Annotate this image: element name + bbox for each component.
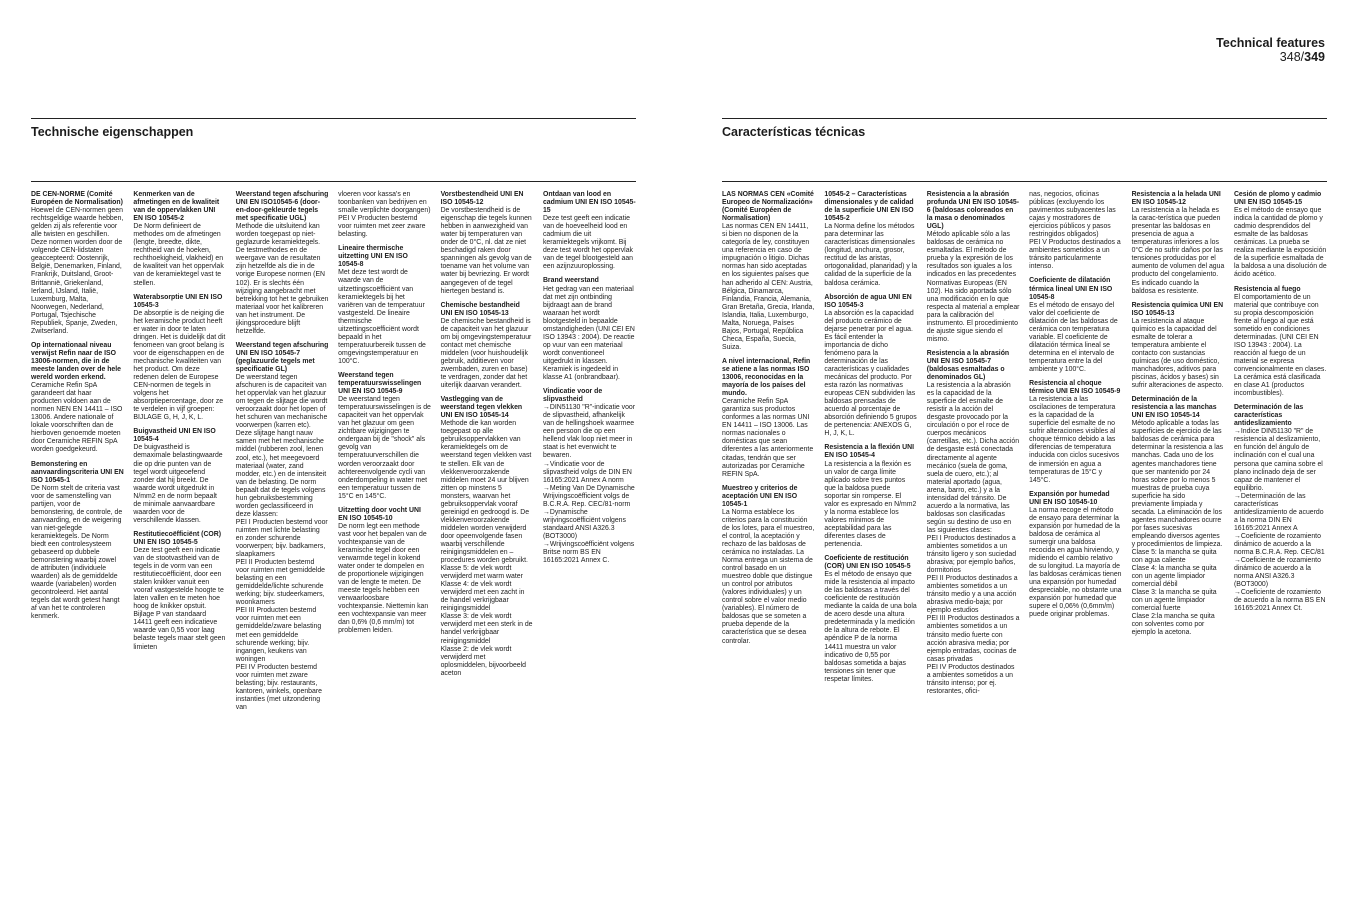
text-column (1132, 191, 1225, 702)
section-heading: Resistencia a la abrasión profunda UNI EN ISO 10545-6 (baldosas coloreados en la masa o denominados UGL) (926, 191, 1020, 231)
section-body: La norma recoge el método de ensayo para determinar la expansión por humedad de la baldosa de cerámica al sumergir una baldosa recocida en agua hirviendo, y midiendo el cambio relativo de su longitud. La mayoría de las baldosas cerámicas tienen una expansión por humedad despreciable, no obstante una expansión por humedad que supere el 0,06% (0,6mm/m) puede originar problemas. (1029, 506, 1122, 619)
spec-section (722, 485, 815, 646)
spec-section (1132, 396, 1225, 637)
section-body: La resistencia a las oscilaciones de temperatura es la capacidad de la superficie del esmalte de no sufrir alteraciones visibles al choque térmico debido a las diferencias de temperatura inducida con ciclos sucesivos de inmersión en agua a temperaturas de 15°C y 145°C. (1029, 396, 1120, 484)
text-column (722, 191, 815, 702)
section-heading: Uitzetting door vocht UNI EN ISO 10545-10 (338, 506, 421, 522)
spec-section (824, 294, 917, 439)
page-number (1216, 50, 1325, 64)
section-heading: Chemische bestandheid UNI EN ISO 10545-13 (440, 301, 520, 317)
section-body: Ceramiche Refin SpA garandeert dat haar producten voldoen aan de normen NEN EN 14411 – ISO 13006. Andere nationale of lokale voorschriften dan de hierboven genoemde moeten door Ceramiche REFIN SpA worden goedgekeurd. (31, 382, 123, 454)
spec-section (133, 294, 226, 423)
spec-section (133, 428, 226, 525)
section-heading: Op internationaal niveau verwijst Refin naar de ISO 13006-normen, die in de meeste landen over de hele wereld worden erkend. (31, 341, 121, 382)
section-heading: Lineaire thermische uitzetting UNI EN ISO 10545-8 (338, 245, 408, 269)
section-body: Es el método de ensayo que mide la resistencia al impacto de las baldosas a través del coeficiente de restitución mediante la caída de una bola de acero desde una altura predeterminada y la medición de la altura de rebote. El apéndice P de la norma 14411 muestra un valor indicativo de 0,55 por baldosas sometida a bajas tensiones sin tener que respetar límites. (824, 571, 917, 683)
section-heading: Coeficiente de restitución (COR) UNI EN ISO 10545-5 (824, 555, 911, 571)
spec-section (338, 245, 431, 366)
section-heading: Vastlegging van de weerstand tegen vlekken UNI EN ISO 10545-14 (440, 396, 523, 420)
section-title: Technical features (1216, 36, 1325, 50)
section-body: Es el método de ensayo que indica la cantidad de plomo y cadmio desprendidos del esmalte de las baldosas cerámicas. La prueba se realiza mediante la exposición de la superficie esmaltada de la baldosa a una disolución de ácido acético. (1233, 207, 1327, 279)
section-body: De vorstbestendheid is de eigenschap die tegels kunnen hebben in aanwezigheid van water bij temperaturen van onder de 0°C, nl. dat ze niet beschadigd raken door spanningen als gevolg van de toename van het volume van water bij bevriezing. Er wordt aangegeven of de tegel hiertegen bestand is. (440, 207, 532, 295)
text-column (927, 191, 1020, 702)
section-heading: LAS NORMAS CEN «Comité Europeo de Normalización» (Comité Européen de Normalisation) (722, 191, 814, 223)
section-body: Método aplicable sólo a las baldosas de cerámica no esmaltadas. El método de prueba y la expresión de los resultados son iguales a los indicados en las precedentes Normativas Europeas (EN 102). Ha sido aportada sólo una modificación en lo que respecta al material a emplear para la calibración del instrumento. El procedimiento de ajuste sigue siendo el mismo. (926, 231, 1020, 343)
section-heading: A nivel internacional, Refin se atiene a las normas ISO 13006, reconocidas en la mayoría de los países del mundo. (722, 357, 811, 398)
spec-section (236, 191, 329, 336)
section-body: Método aplicable a todas las superficies de ejercicio de las baldosas de cerámica para determinar la resistencia a las manchas. Cada uno de los agentes manchadores tiene que ser mantenido por 24 horas sobre por lo menos 5 muestras de prueba cuya superficie ha sido previamente limpiada y secada. La eliminación de los agentes manchadores ocurre por fases sucesivas empleando diversos agentes y procedimientos de limpieza. Clase 5: la mancha se quita con agua caliente Clase 4: la mancha se quita con un agente limpiador comercial débil Clase 3: la mancha se quita con un agente limpiador comercial fuerte Clase 2:la mancha se quita con solventes como por ejemplo la acetona. (1131, 420, 1224, 637)
section-body: Deze test geeft een indicatie van de stootvastheid van de tegels in de vorm van een restitutiecoëfficiënt, door een stalen knikker vanuit een vooraf vastgestelde hoogte te laten vallen en te meten hoe hoog de knikker opstuit. Bijlage P van standaard 14411 geeft een indicatieve waarde van 0,55 voor laag belaste tegels maar stelt geen limieten (133, 546, 226, 651)
section-body: De norm legt een methode vast voor het bepalen van de vochtexpansie van de keramische tegel door een verwarmde tegel in kokend water onder te dompelen en de proportionele wijzigingen van de lengte te meten. De meeste tegels hebben een verwaarloosbare vochtexpansie. Niettemin kan een vochtexpansie van meer dan 0,6% (0,6 mm/m) tot problemen leiden. (338, 522, 429, 635)
text-column (133, 191, 226, 718)
section-heading: DE CEN-NORME (Comité Européen de Normalisation) (31, 191, 123, 207)
page-number-prefix: 348/ (1279, 50, 1305, 64)
column-rule (722, 181, 1327, 182)
page-spanish (722, 118, 1327, 702)
section-body: La resistencia a la flexión es un valor de carga límite aplicado sobre tres puntos que la baldosa puede soportar sin romperse. El valor es expresado en N/mm2 y la norma establece los valores mínimos de aceptabilidad para las diferentes clases de pertenencia. (824, 460, 917, 548)
spec-section (338, 507, 431, 636)
section-heading: 10545-2 – Características dimensionales y de calidad de la superficie UNI EN ISO 10545-2 (824, 191, 914, 223)
section-body: Las normas CEN EN 14411, si bien no disponen de la categoría de ley, constituyen una referencia en caso de impugnación o litigio. Dichas normas han sido aceptadas en los siguientes países que han adherido al CEN: Austria, Bélgica, Dinamarca, Finlandia, Francia, Alemania, Gran Bretaña, Grecia, Irlanda, Islandia, Italia, Luxemburgo, Malta, Noruega, Países Bajos, Portugal, República Checa, España, Suecia, Suiza. (722, 223, 815, 351)
section-body: De Norm definieert de methodes om de afmetingen (lengte, breedte, dikte, rechtheid van de hoeken, rechthoekigheid, vlakheid) en de kwaliteit van het oppervlak van de keramiektegel vast te stellen. (133, 223, 224, 287)
spec-section (1234, 404, 1327, 613)
page-dutch (31, 118, 636, 718)
text-column (824, 191, 917, 702)
section-body: La absorción es la capacidad del producto cerámico de dejarse penetrar por el agua. Es fácil entender la importancia de dicho fenómeno para la determinación de las características y cualidades mecánicas del producto. Por esta razón las normativas europeas CEN subdividen las baldosas prensadas de acuerdo al porcentaje de absorción definiendo 5 grupos de pertenencia: ANEXOS G, H, J, K, L. (824, 309, 917, 438)
spec-section (927, 350, 1020, 696)
section-heading: Resistencia a la flexión UNI EN ISO 10545-4 (824, 444, 915, 460)
section-body: De weerstand tegen afschuren is de capaciteit van het oppervlak van het glazuur om tegen de slijtage die wordt veroorzaakt door het lopen of het schuren van mechanische voorwerpen (karren etc). Deze slijtage hangt nauw samen met het mechanische middel (rubberen zool, lenen zool, etc.), het meegevoerd materiaal (water, zand modder, etc.) en de intensiteit van de belasting. De norm bepaalt dat de tegels volgens hun gebruiksbestemming worden geclassificeerd in deze klassen: PEI I Producten bestemd voor ruimten met lichte belasting en zonder schurende voorwerpen; bijv. badkamers, slaapkamers PEI II Producten bestemd voor ruimten met gemiddelde belasting en een gemiddelde/lichte schurende werking; bijv. studeerkamers, woonkamers PEI III Producten bestemd voor ruimten met een gemiddelde/zware belasting met een gemiddelde schurende werking; bijv. ingangen, keukens van woningen PEI IV Producten bestemd voor ruimten met zware belasting; bijv. restaurants, kantoren, winkels, openbare instanties (met uitzondering van (235, 374, 328, 711)
section-body: La Norma establece los criterios para la constitución de los lotes, para el muestreo, el control, la aceptación y rechazo de las baldosas de cerámica no instaladas. La Norma entrega un sistema de control basado en un muestreo doble que distingue un control por atributos (valores individuales) y un control sobre el valor medio (variables). El número de baldosas que se someten a prueba depende de la característica que se desea controlar. (722, 508, 815, 645)
spec-section (338, 372, 431, 501)
page-header (1216, 36, 1325, 64)
section-heading: Resistencia química UNI EN ISO 10545-13 (1131, 301, 1224, 317)
text-column (31, 191, 124, 718)
section-heading: Vorstbestendheid UNI EN ISO 10545-12 (440, 191, 524, 207)
section-body: →DIN51130 "R"-indicatie voor de slipvastheid, afhankelijk van de hellingshoek waarmee een persoon die op een hellend vlak loop niet meer in staat is het evenwicht te bewaren. →Vindicatie voor de slipvastheid volgs de DIN EN 16165:2021 Annex A norm →Meting Van De Dynamische Wrijvingscoëfficient volgs de B.C.R.A. Rep. CEC/81-norm →Dynamische wrijvingscoëfficiënt volgens standaard ANSI A326.3 (BOT3000) →Wrijvingscoëfficiënt volgens Britse norm BS EN 16165:2021 Annex C. (542, 404, 636, 565)
text-column (1234, 191, 1327, 702)
spec-section (31, 461, 124, 622)
section-heading: Brand weerstand (542, 277, 599, 285)
section-body: Ceramiche Refin SpA garantiza sus productos conformes a las normas UNI EN 14411 – ISO 13006. Las normas nacionales o domésticas que sean diferentes a las anteriormente citadas, tendrán que ser autorizadas por Ceramiche REFIN SpA. (722, 398, 814, 478)
section-heading: Weerstand tegen temperatuurswisselingen UNI EN ISO 10545-9 (338, 371, 422, 396)
spec-section (236, 342, 329, 712)
spec-section (543, 277, 636, 382)
top-rule (722, 118, 1327, 119)
section-body: nas, negocios, oficinas públicas (excluyendo los pavimentos subyacentes las cajas y mostradores de ejercicios públicos y pasos restringidos obligados) PEI V Productos destinados a ambientes sometidos a un tránsito particularmente intenso. (1029, 191, 1121, 271)
section-heading: Determinación de las características antideslizamiento (1233, 404, 1304, 428)
top-rule (31, 118, 636, 119)
spec-section (824, 444, 917, 549)
spec-section (133, 191, 226, 288)
section-heading: Cesión de plomo y cadmio UNI EN ISO 10545-15 (1233, 191, 1322, 207)
text-columns (722, 191, 1327, 702)
section-body: Es el método de ensayo del valor del coeficiente de dilatación de las baldosas de cerámica con temperatura variable. El coeficiente de dilatación térmica lineal se determina en el intervalo de temperatura entre la del ambiente y 100°C. (1029, 301, 1118, 373)
section-body: De chemische bestandheid is de capaciteit van het glazuur om bij omgevingstemperatuur contact met chemische middelen (voor huishoudelijk gebruik, additieven voor zwembaden, zuren en base) te verdragen, zonder dat het uiterlijk daarvan verandert. (440, 317, 532, 390)
section-body: Methode die uitsluitend kan worden toegepast op niet-geglazurde keramiektegels. De testmethodes en de weergave van de resultaten zijn hetzelfde als die in de vorige Europese normen (EN 102). Er is slechts één wijziging aangebracht met betrekking tot het te gebruiken materiaal voor het kalibreren van het instrument. De ijkingsprocedure blijft hetzelfde. (235, 223, 329, 335)
section-heading: Weerstand tegen afschuring UNI EN ISO 10545-7 (geglazuurde tegels met specificatie GL) (235, 341, 329, 373)
section-heading: Waterabsorptie UNI EN ISO 10545-3 (133, 293, 223, 309)
spec-section (31, 191, 124, 336)
spec-section (1132, 302, 1225, 391)
page-title-spanish: Características técnicas (722, 125, 866, 139)
spec-section (824, 555, 917, 684)
section-body: vloeren voor kassa's en toonbanken van bedrijven en smalle verplichte doorgangen) PEI V Producten bestemd voor ruimten met zeer zware belasting. (338, 191, 431, 239)
section-body: Methode die kan worden toegepast op alle gebruiksoppervlakken van keramiektegels om de weerstand tegen vlekken vast te stellen. Elk van de vlekkenveroorzakende middelen moet 24 uur blijven zitten op minstens 5 monsters, waarvan het gebruiksoppervlak vooraf gereinigd en gedroogd is. De vlekkenveroorzakende middelen worden verwijderd door opeenvolgende fasen waarbij verschillende reinigingsmiddelen en –procedures worden gebruikt. Klasse 5: de vlek wordt verwijderd met warm water Klasse 4: de vlek wordt verwijderd met een zacht in de handel verkrijgbaar reinigingsmiddel Klasse 3: de vlek wordt verwijderd met een sterk in de handel verkrijgbaar reinigingsmiddel Klasse 2: de vlek wordt verwijderd met oplosmiddelen, bijvoorbeeld aceton (440, 420, 533, 677)
text-column (236, 191, 329, 718)
section-body: La resistencia a la abrasión es la capacidad de la superficie del esmalte de resistir a la acción del desgaste provocado por la circulación o por el roce de cuerpos mecánicos (carretillas, etc.). Dicha acción de desgaste está conectada directamente al agente mecánico (suela de goma, suela de cuero, etc.); al material aportado (agua, arena, barro, etc.) y a la intensidad del tránsito. De acuerdo a la normativa, las baldosas son clasificadas según su destino de uso en las siguientes clases: PEI I Productos destinados a ambientes sometidos a un tránsito ligero y son suciedad abrasiva; por ejemplo baños, dormitorios PEI II Productos destinados a ambientes sometidos a un tránsito medio y a una acción abrasiva medio-baja; por ejemplo estudios PEI III Productos destinados a ambientes sometidos a un tránsito medio fuerte con acción abrasiva media; por ejemplo entradas, cocinas de casas privadas PEI IV Productos destinados a ambientes sometidos a un tránsito intenso; por ej. restorantes, ofici- (926, 382, 1020, 695)
spec-section (133, 531, 226, 652)
text-column (338, 191, 431, 718)
spec-section (31, 342, 124, 455)
section-body: Hoewel de CEN-normen geen rechtsgeldige waarde hebben, gelden zij als referentie voor alle twisten en geschillen. Deze normen worden door de volgende CEN-lidstaten geaccepteerd: Oostenrijk, België, Denemarken, Finland, Frankrijk, Duitsland, Groot- Brittannië, Griekenland, Ierland, IJsland, Italië, Luxemburg, Malta, Noorwegen, Nederland, Portugal, Tsjechische Republiek, Spanje, Zweden, Zwitserland. (31, 207, 124, 335)
spec-section (543, 191, 636, 271)
section-body: De absorptie is de neiging die het keramische product heeft er water in door te laten dringen. Het is duidelijk dat dit fenomeen van groot belang is voor de eigenschappen en de mechanische kwaliteiten van het product. Om deze redenen delen de Europese CEN-normen de tegels in volgens het absorptiepercentage, door ze te verdelen in vijf groepen: BIJLAGE G, H, J, K, L. (133, 309, 226, 422)
spec-section (1029, 491, 1122, 620)
section-body: Deze test geeft een indicatie van de hoeveelheid lood en cadmium die uit keramiektegels vrijkomt. Bij deze test wordt het oppervlak van de tegel blootgesteld aan een azijnzuuroplossing. (542, 215, 633, 271)
section-body: La Norma define los métodos para determinar las características dimensionales (longitud, anchura, grosor, rectitud de las aristas, ortogonalidad, planaridad) y la calidad de la superficie de la baldosa cerámica. (824, 223, 918, 287)
spec-section (927, 191, 1020, 344)
column-rule (31, 181, 636, 182)
text-column (441, 191, 534, 718)
spec-section (722, 358, 815, 479)
section-heading: Resistencia a la helada UNI EN ISO 10545-12 (1131, 191, 1221, 207)
section-heading: Resistencia al fuego (1233, 285, 1301, 293)
section-heading: Expansión por humedad UNI EN ISO 10545-10 (1029, 490, 1110, 506)
spec-section (1029, 191, 1122, 271)
text-columns (31, 191, 636, 718)
spec-section (824, 191, 917, 288)
section-heading: Muestreo y criterios de aceptación UNI EN ISO 10545-1 (722, 484, 798, 508)
spec-section (1029, 277, 1122, 374)
spec-section (338, 191, 431, 239)
spec-section (722, 191, 815, 352)
page-title-dutch: Technische eigenschappen (31, 125, 194, 139)
section-heading: Weerstand tegen afschuring UNI EN ISO10545-6 (door-en-door-gekleurde tegels met specificatie UGL) (235, 191, 329, 223)
section-heading: Coeficiente de dilatación térmica lineal UNI EN ISO 10545-8 (1029, 277, 1113, 301)
text-column (543, 191, 636, 718)
spec-section (1132, 191, 1225, 296)
spec-section (441, 396, 534, 678)
section-body: Het gedrag van een materiaal dat met zijn ontbinding bijdraagt aan de brand waaraan het wordt blootgesteld in bepaalde omstandigheden (UNI CEI EN ISO 13943 : 2004). De reactie op vuur van een materiaal wordt conventioneel uitgedrukt in klassen. Keramiek is ingedeeld in klasse A1 (onbrandbaar). (542, 285, 635, 382)
section-heading: Ontdaan van lood en cadmium UNI EN ISO 10545-15 (542, 191, 636, 215)
spec-section (543, 388, 636, 565)
section-heading: Determinación de la resistencia a las manchas UNI EN ISO 10545-14 (1131, 396, 1217, 420)
spec-section (1234, 191, 1327, 280)
section-heading: Restitutiecoëfficiënt (COR) UNI EN ISO 10545-5 (133, 530, 222, 546)
section-body: Met deze test wordt de waarde van de uitzettingscoëfficiënt van keramiektegels bij het variëren van de temperatuur vastgesteld. De lineaire thermische uitzettingscoëfficiënt wordt bepaald in het temperatuurbereik tussen de omgevingstemperatuur en 100°C. (338, 269, 426, 365)
spec-section (1234, 286, 1327, 399)
section-heading: Bemonstering en aanvaardingscriteria UNI EN ISO 10545-1 (31, 460, 124, 484)
section-heading: Buigvastheid UNI EN ISO 10545-4 (133, 428, 216, 444)
spec-section (441, 302, 534, 391)
section-body: De Norm stelt de criteria vast voor de samenstelling van partijen, voor de bemonstering, de controle, de aanvaarding, en de weigering van niet-gelegde keramiektegels. De Norm biedt een controlesysteem gebaseerd op dubbele bemonstering waarbij zowel de attributen (individuele waarden) als de gemiddelde waarde (variabelen) worden gecontroleerd. Het aantal tegels dat wordt getest hangt af van het te controleren kenmerk. (31, 484, 123, 621)
spec-section (441, 191, 534, 296)
section-body: De weerstand tegen temperatuurswisselingen is de capaciteit van het oppervlak van het glazuur om geen zichtbare wijzigingen te ondergaan bij de "shock" als gevolg van temperatuurverschillen die worden veroorzaakt door achtereenvolgende cycli van onderdompeling in water met een temperatuur tussen de 15°C en 145°C. (338, 396, 431, 500)
section-heading: Vindicatie voor de slipvastheid (542, 388, 603, 404)
section-body: El comportamiento de un material que contribuye con su propia descomposición frente al fuego al que está sometido en condiciones determinadas. (UNI CEI EN ISO 13943 : 2004). La reacción al fuego de un material se expresa convencionalmente en clases. La cerámica está clasificada en clase A1 (productos incombustibles). (1233, 293, 1327, 398)
text-column (1029, 191, 1122, 702)
section-heading: Resistencia a la abrasión UNI EN ISO 10545-7 (baldosas esmaltadas o denominados GL) (926, 349, 1010, 382)
section-body: La resistencia a la helada es la carac-terística que pueden presentar las baldosas en presencia de agua a temperaturas inferiores a los 0°C de no sufrir daños por las tensiones producidas por el aumento de volumen del agua producto del congelamiento. Es indicado cuando la baldosa es resistente. (1131, 207, 1225, 295)
section-body: De buigvastheid is demaximale belastingwaarde die op drie punten van de tegel wordt uitgeoefend zonder dat hij breekt. De waarde wordt uitgedrukt in N/mm2 en de norm bepaalt de minimale aanvaardbare waarden voor de verschillende klassen. (133, 444, 223, 524)
page-number-current: 349 (1304, 50, 1325, 64)
spec-section (1029, 380, 1122, 485)
section-body: La resistencia al ataque químico es la capacidad del esmalte de tolerar a temperatura ambiente el contacto con sustancias químicas (de uso doméstico, manchadores, aditivos para piscinas, ácidos y bases) sin sufrir alteraciones de aspecto. (1131, 317, 1224, 390)
section-body: →Indice DIN51130 "R" de resistencia al deslizamiento, en función del ángulo de inclinación con el cual una persona que camina sobre el plano inclinado deja de ser capaz de mantener el equilibrio. →Determinación de las características antideslizamiento de acuerdo a la norma DIN EN 16165:2021 Annex A →Coeficiente de rozamiento dinámico de acuerdo a la norma B.C.R.A. Rep. CEC/81 →Coeficiente de rozamiento dinámico de acuerdo a la norma ANSI A326.3 (BOT3000) →Coeficiente de rozamiento de acuerdo a la norma BS EN 16165:2021 Annex Ct. (1233, 428, 1326, 613)
section-heading: Kenmerken van de afmetingen en de kwaliteit van de oppervlakken UNI EN ISO 10545-2 (133, 191, 220, 223)
section-heading: Absorción de agua UNI EN ISO 10545-3 (824, 293, 912, 309)
section-heading: Resistencia al choque térmico UNI EN ISO 10545-9 (1029, 380, 1121, 396)
